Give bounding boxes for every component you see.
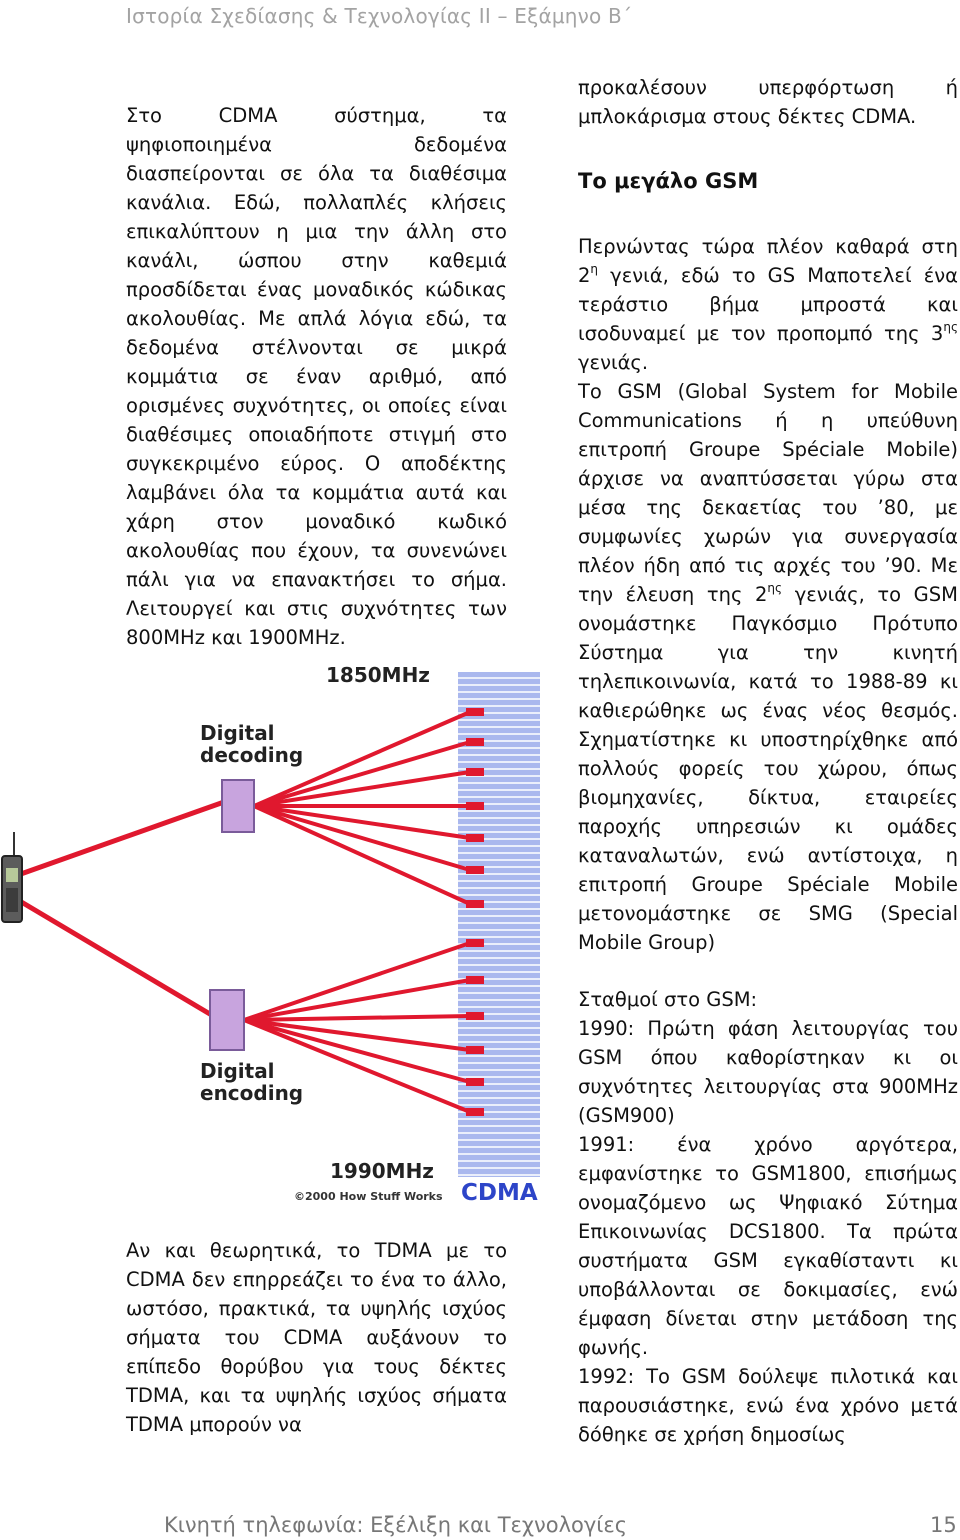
decoding-ray: [254, 806, 470, 870]
channel-marker: [468, 740, 482, 744]
superscript: ης: [943, 320, 958, 334]
top-frequency-label: 1850MHz: [326, 663, 430, 687]
gsm-heading: Το μεγάλο GSM: [578, 169, 759, 193]
superscript: η: [590, 262, 599, 276]
encoding-ray: [244, 1020, 470, 1082]
channel-marker: [468, 1048, 482, 1052]
running-header: Ιστορία Σχεδίασης & Τεχνολογίας ΙΙ – Εξάμηνο Β΄: [126, 4, 633, 28]
gsm-stations-title: Σταθμοί στο GSM:: [578, 988, 758, 1011]
left-column-bottom: [126, 1236, 507, 1439]
channel-marker: [468, 804, 482, 808]
decoding-label-line1: Digital: [200, 721, 275, 745]
text-run: Περνώντας τώρα πλέον καθαρά στη 2: [578, 235, 958, 287]
decoding-ray: [254, 772, 470, 806]
encoding-ray: [244, 943, 470, 1020]
station-1992: 1992: Το GSM δούλεψε πιλοτικά και παρουσιάστηκε, ενώ ένα χρόνο μετά δόθηκε σε χρήση δημοσίως: [578, 1365, 958, 1446]
left-column-top: [126, 101, 507, 652]
bottom-frequency-label: 1990MHz: [330, 1159, 434, 1183]
encoding-ray: [244, 980, 470, 1020]
decoding-box: [222, 780, 254, 832]
channel-marker: [468, 1014, 482, 1018]
continuation-paragraph: προκαλέσουν υπερφόρτωση ή μπλοκάρισμα στους δέκτες CDMA.: [578, 76, 958, 128]
channel-marker: [468, 902, 482, 906]
text-run: γενιάς, το GSM ονομάστηκε Παγκόσμιο Πρότυπο Σύστημα για την κινητή τηλεπικοινωνία, κατά το 1988-89 κι καθιερώθηκε ως ένας νέος θεσμός. Σχηματίστηκε κι υποστηρίχθηκε από πολλούς φορείς του χώρου, όπως βιομηχανίες, δίκτυα, εταιρείες παροχής υπηρεσιών κι ομάδες καταναλωτών, ενώ αντίστοιχα, η επιτροπή Groupe Spéciale Mobile μετονομάστηκε σε SMG (Special Mobile Group): [578, 583, 958, 954]
encoding-ray: [244, 1016, 470, 1020]
cdma-paragraph: Στο CDMA σύστημα, τα ψηφιοποιημένα δεδομένα διασπείρονται σε όλα τα διαθέσιμα κανάλια. Εδώ, πολλαπλές κλήσεις επικαλύπτουν η μια την άλλη στο κανάλι, ώσπου στην καθεμιά προσδίδεται ένας μοναδικός κώδικας ακολουθίας. Με απλά λόγια εδώ, τα δεδομένα στέλνονται σε μικρά κομμάτια σε έναν αριθμό, από ορισμένες συχνότητες, οι οποίες είναι διαθέσιμες οποιαδήποτε στιγμή στο συγκεκριμένο εύρος. Ο αποδέκτης λαμβάνει όλα τα κομμάτια αυτά και χάρη στον μοναδικό κωδικό ακολουθίας που έχουν, τα συνενώνει πάλι για να επανακτήσει το σήμα. Λειτουργεί και στις συχνότητες των 800MHz και 1900MHz.: [126, 104, 507, 649]
channel-marker: [468, 836, 482, 840]
cdma-diagram: [0, 660, 560, 1210]
channel-marker: [468, 1110, 482, 1114]
decoding-rays: [254, 710, 482, 906]
phone-link-bottom: [18, 900, 220, 1020]
footer-title: Κινητή τηλεφωνία: Εξέλιξη και Τεχνολογίες: [164, 1513, 628, 1537]
text-run: γενιάς.: [578, 351, 649, 374]
tdma-cdma-paragraph: Αν και θεωρητικά, το TDMA με το CDMA δεν επηρρεάζει το ένα το άλλο, ωστόσο, πρακτικά, τα υψηλής ισχύος σήματα του CDMA αυξάνουν το επίπεδο θορύβου για τους δέκτες TDMA, και τα υψηλής ισχύος σήματα TDMA μπορούν να: [126, 1239, 507, 1436]
cdma-brand: CDMA: [461, 1180, 538, 1206]
text-run: γενιά, εδώ το GS Μαποτελεί ένα τεράστιο βήμα μπροστά και ισοδυναμεί με τον προπομπό της 3: [578, 264, 958, 345]
channel-marker: [468, 868, 482, 872]
encoding-box: [210, 990, 244, 1050]
phone-link-top: [18, 802, 224, 875]
channel-marker: [468, 1080, 482, 1084]
encoding-label-line1: Digital: [200, 1059, 275, 1083]
mobile-phone-icon: [2, 832, 22, 922]
channel-marker: [468, 710, 482, 714]
encoding-label-line2: encoding: [200, 1081, 304, 1105]
figure-credit: ©2000 How Stuff Works: [294, 1190, 443, 1203]
right-column: [578, 73, 958, 1449]
page-number: 15: [930, 1513, 957, 1537]
gsm-history-paragraph: [578, 377, 958, 957]
superscript: ης: [767, 581, 783, 595]
channel-marker: [468, 941, 482, 945]
decoding-label-line2: decoding: [200, 743, 304, 767]
channel-marker: [468, 770, 482, 774]
station-1991: 1991: ένα χρόνο αργότερα, εμφανίστηκε το GSM1800, επισήμως ονομαζόμενο ως Ψηφιακό Σύτημα Επικοινωνίας DCS1800. Τα πρώτα συστήματα GSM εγκαθίσταντι κι υποβάλλονται σε δοκιμασίες, ενώ έμφαση δίνεται στην μετάδοση της φωνής.: [578, 1133, 958, 1359]
gsm-intro-paragraph: [578, 232, 958, 377]
channel-marker: [468, 978, 482, 982]
text-run: Το GSM (Global System for Mobile Communications ή η υπεύθυνη επιτροπή Groupe Spéciale Mobile) άρχισε να αναπτύσσεται γύρω στα μέσα της δεκαετίας του ’80, με συμφωνίες χωρών για συνεργασία πλέον ήδη από τις αρχές του ’90. Με την έλευση της 2: [578, 380, 958, 606]
station-1990: 1990: Πρώτη φάση λειτουργίας του GSM όπου καθορίστηκαν κι οι συχνότητες λειτουργίας στα 900MHz (GSM900): [578, 1017, 958, 1127]
